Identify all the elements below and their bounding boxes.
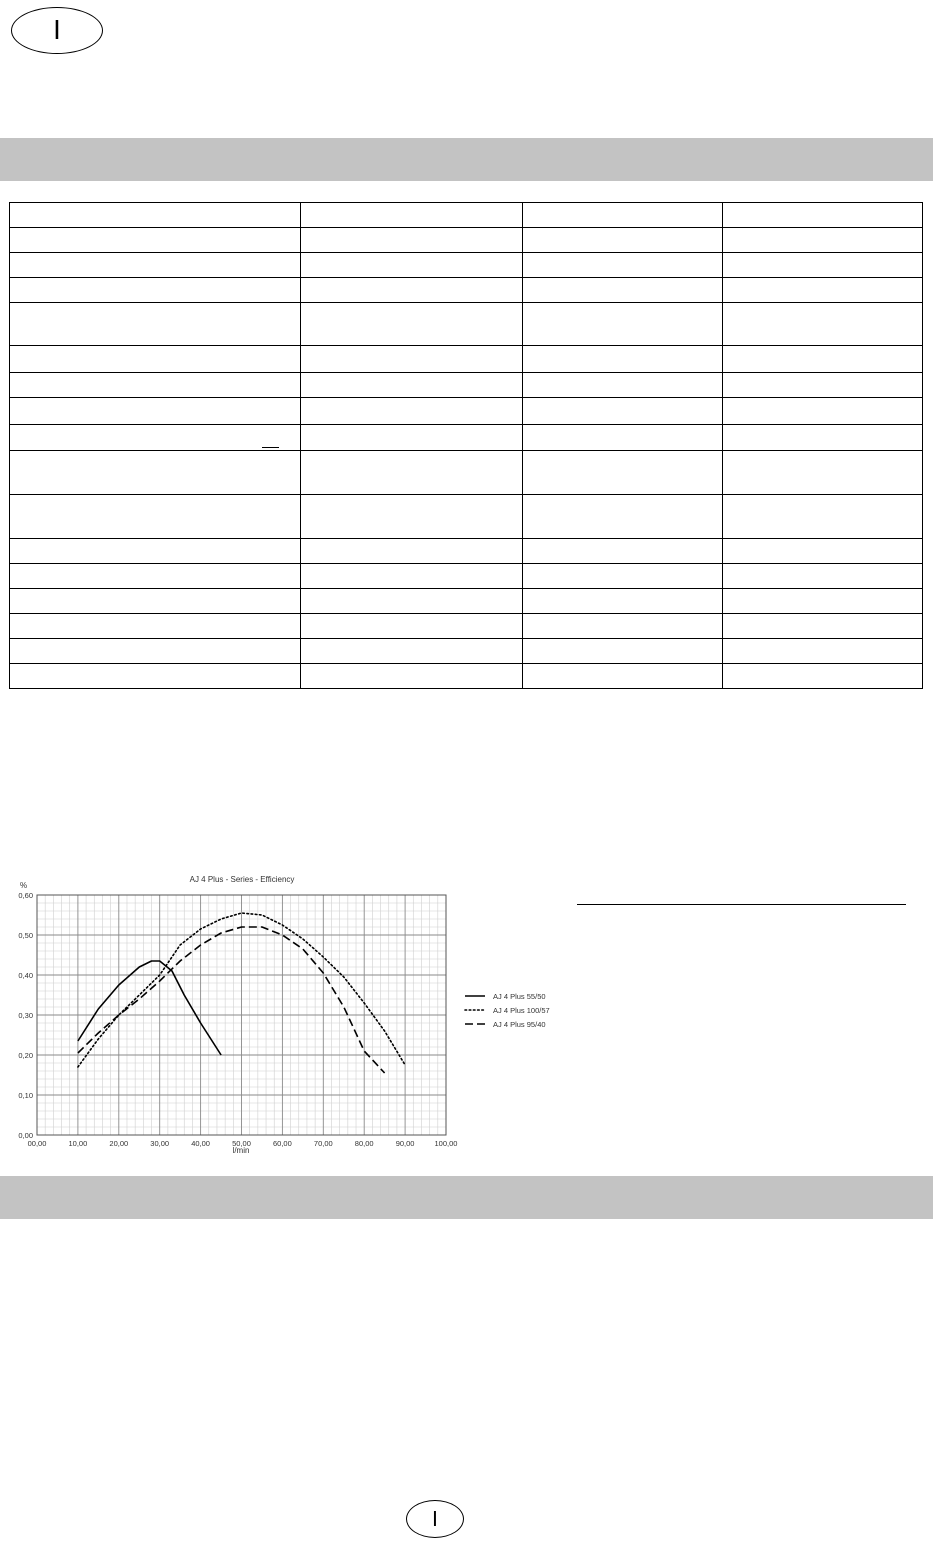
series-line-3 — [78, 927, 385, 1073]
y-tick-label: 0,50 — [18, 931, 33, 940]
table-cell — [301, 664, 523, 689]
x-tick-label: 100,00 — [434, 1139, 458, 1148]
section-header-band-lower — [0, 1176, 933, 1219]
table-cell — [723, 614, 923, 639]
table-row — [10, 664, 923, 689]
chart-legend — [465, 992, 550, 1029]
table-cell — [10, 539, 301, 564]
table-cell — [723, 664, 923, 689]
table-cell — [723, 253, 923, 278]
table-cell — [523, 253, 723, 278]
table-cell — [723, 451, 923, 495]
table-cell — [10, 589, 301, 614]
table-cell — [723, 398, 923, 425]
table-cell — [723, 589, 923, 614]
signature-rule — [577, 904, 906, 905]
technical-data-table — [9, 202, 923, 689]
x-tick-label: 10,00 — [68, 1139, 88, 1148]
chart-x-axis-label: l/min — [232, 1146, 250, 1155]
table-cell — [301, 495, 523, 539]
table-cell — [301, 373, 523, 398]
table-cell — [723, 495, 923, 539]
x-tick-label: 80,00 — [354, 1139, 374, 1148]
table-cell — [301, 278, 523, 303]
chart-y-tick-labels — [18, 891, 33, 1140]
efficiency-chart — [0, 870, 933, 1170]
x-tick-label: 30,00 — [150, 1139, 170, 1148]
table-cell — [523, 228, 723, 253]
table-cell — [523, 278, 723, 303]
chart-y-axis-label: % — [20, 881, 28, 890]
table-row — [10, 346, 923, 373]
table-cell — [523, 203, 723, 228]
table-cell — [301, 614, 523, 639]
y-tick-label: 0,10 — [18, 1091, 33, 1100]
table-cell — [10, 346, 301, 373]
table-cell — [10, 373, 301, 398]
table-cell — [10, 639, 301, 664]
table-cell — [10, 398, 301, 425]
table-cell — [523, 373, 723, 398]
table-cell — [301, 346, 523, 373]
table-cell — [723, 346, 923, 373]
table-cell — [523, 664, 723, 689]
table-cell — [10, 614, 301, 639]
table-cell — [10, 564, 301, 589]
table-row — [10, 303, 923, 346]
y-tick-label: 0,00 — [18, 1131, 33, 1140]
table-row — [10, 614, 923, 639]
table-row — [10, 425, 923, 451]
y-tick-label: 0,60 — [18, 891, 33, 900]
table-cell — [723, 228, 923, 253]
table-cell — [301, 425, 523, 451]
table-cell — [723, 373, 923, 398]
table-cell — [523, 425, 723, 451]
table-cell — [723, 639, 923, 664]
legend-label: AJ 4 Plus 95/40 — [493, 1020, 546, 1029]
table-cell — [301, 398, 523, 425]
x-tick-label: 20,00 — [109, 1139, 129, 1148]
table-cell — [10, 228, 301, 253]
table-row — [10, 253, 923, 278]
table-row — [10, 278, 923, 303]
section-header-band-technical-data — [0, 138, 933, 181]
table-cell — [723, 303, 923, 346]
table-cell — [523, 614, 723, 639]
table-cell — [301, 589, 523, 614]
table-row — [10, 451, 923, 495]
y-tick-label: 0,20 — [18, 1051, 33, 1060]
table-cell — [10, 495, 301, 539]
chart-grid-major — [37, 895, 446, 1135]
x-tick-label: 40,00 — [191, 1139, 210, 1148]
table-cell — [301, 253, 523, 278]
table-cell — [523, 495, 723, 539]
table-cell — [523, 346, 723, 373]
table-row — [10, 589, 923, 614]
x-tick-label: 00,00 — [27, 1139, 47, 1148]
table-row — [10, 398, 923, 425]
table-cell — [301, 203, 523, 228]
chart-title: AJ 4 Plus - Series - Efficiency — [189, 875, 295, 884]
x-tick-label: 50,00 — [232, 1139, 251, 1148]
table-cell — [301, 451, 523, 495]
y-tick-label: 0,30 — [18, 1011, 33, 1020]
table-row — [10, 203, 923, 228]
table-cell — [10, 278, 301, 303]
chart-x-tick-labels — [28, 1139, 458, 1148]
table-cell — [723, 564, 923, 589]
table-cell — [523, 398, 723, 425]
table-cell — [301, 228, 523, 253]
table-cell — [723, 203, 923, 228]
legend-label: AJ 4 Plus 55/50 — [493, 992, 546, 1001]
table-cell — [10, 253, 301, 278]
table-cell — [523, 539, 723, 564]
technical-data-table-body — [10, 203, 923, 689]
table-cell — [301, 539, 523, 564]
language-badge-bottom — [406, 1500, 464, 1538]
y-tick-label: 0,40 — [18, 971, 33, 980]
table-cell — [10, 664, 301, 689]
table-cell — [10, 425, 301, 451]
underline-mark — [262, 447, 279, 448]
table-row — [10, 228, 923, 253]
table-cell — [523, 639, 723, 664]
legend-label: AJ 4 Plus 100/57 — [493, 1006, 550, 1015]
x-tick-label: 60,00 — [273, 1139, 292, 1148]
table-cell — [523, 451, 723, 495]
table-cell — [523, 589, 723, 614]
table-cell — [301, 303, 523, 346]
table-row — [10, 373, 923, 398]
table-cell — [301, 639, 523, 664]
language-badge-letter: I — [432, 1507, 438, 1531]
language-badge-top — [11, 7, 103, 54]
table-row — [10, 564, 923, 589]
language-badge-letter: I — [53, 15, 61, 46]
table-cell — [723, 278, 923, 303]
table-cell — [10, 303, 301, 346]
table-row — [10, 539, 923, 564]
x-tick-label: 90,00 — [395, 1139, 415, 1148]
table-row — [10, 639, 923, 664]
x-tick-label: 70,00 — [313, 1139, 333, 1148]
table-cell — [723, 425, 923, 451]
table-cell — [10, 451, 301, 495]
table-cell — [523, 564, 723, 589]
table-cell — [523, 303, 723, 346]
table-cell — [723, 539, 923, 564]
table-row — [10, 495, 923, 539]
table-cell — [10, 203, 301, 228]
table-cell — [301, 564, 523, 589]
